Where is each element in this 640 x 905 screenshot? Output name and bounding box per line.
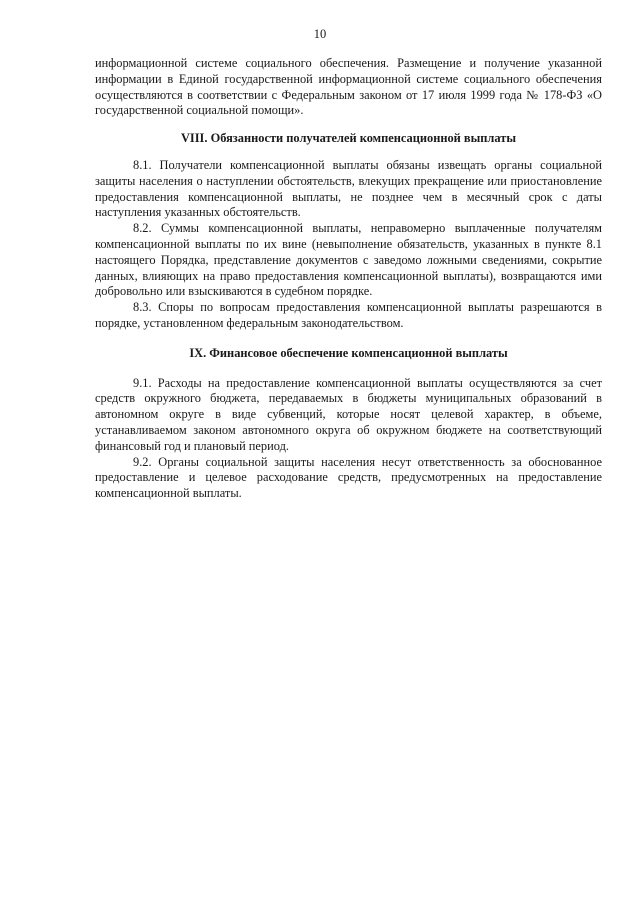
page-number: 10 xyxy=(313,27,327,41)
paragraph-9-2: 9.2. Органы социальной защиты населения несут ответственность за обоснованное предоставление и целевое расходование средств, предусмотренных на предоставление компенсационной выплаты. xyxy=(95,454,602,501)
paragraph-9-1: 9.1. Расходы на предоставление компенсационной выплаты осуществляются за счет средств окружного бюджета, передаваемых в бюджеты муниципальных образований в автономном округе в виде субвенций, которые носят целевой характер, в объеме, устанавливаемом законом автономного округа об окружном бюджете на соответствующий финансовый год и плановый период. xyxy=(95,375,602,453)
document-body xyxy=(95,56,602,502)
section-viii-heading: VIII. Обязанности получателей компенсационной выплаты xyxy=(180,131,517,146)
paragraph-8-2: 8.2. Суммы компенсационной выплаты, неправомерно выплаченные получателям компенсационной выплаты по их вине (невыполнение обязательств, указанных в пункте 8.1 настоящего Порядка, представление документов с заведомо ложными сведениями, сокрытие данных, влияющих на право предоставления компенсационной выплаты), возвращаются ими добровольно или взыскиваются в судебном порядке. xyxy=(95,221,602,299)
paragraph-8-1: 8.1. Получатели компенсационной выплаты обязаны извещать органы социальной защиты населения о наступлении обстоятельств, влекущих прекращение или приостановление предоставления компенсационной выплаты, не позднее чем в месячный срок с даты наступления указанных обстоятельств. xyxy=(95,157,602,220)
section-ix-heading: IX. Финансовое обеспечение компенсационной выплаты xyxy=(189,345,508,360)
paragraph-8-3: 8.3. Споры по вопросам предоставления компенсационной выплаты разрешаются в порядке, установленном федеральным законодательством. xyxy=(95,300,602,330)
intro-paragraph: информационной системе социального обеспечения. Размещение и получение указанной информации в Единой государственной информационной системе социального обеспечения осуществляются в соответствии с Федеральным законом от 17 июля 1999 года № 178-ФЗ «О государственной социальной помощи». xyxy=(95,56,602,118)
